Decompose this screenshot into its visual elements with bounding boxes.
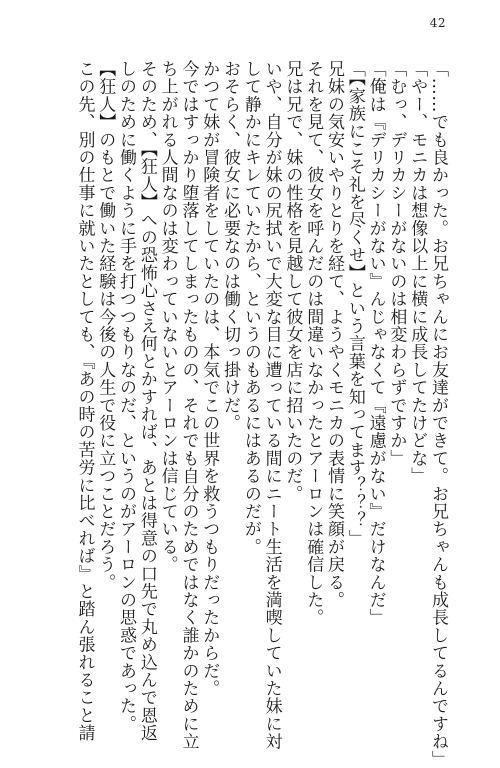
- text-line: この先、別の仕事に就いたとしても、『あの時の苦労に比べれば』と踏ん張れること請: [74, 60, 95, 742]
- text-line: しのために働くように手を打つつもりなのだ、というのがアーロンの思惑であった。: [116, 60, 137, 733]
- page-number: 42: [429, 16, 446, 30]
- text-line: して静かにキレていたから、というのもあるにはあるのだが。: [240, 60, 261, 556]
- text-line: 「やー、モニカは想像以上に横に成長してたけどな」: [407, 60, 428, 485]
- text-line: 今ではすっかり堕落してしまったものの、それでも自分のためではなく誰かのために立: [178, 60, 199, 751]
- text-line: 「……でも良かった。お兄ちゃんにお友達ができて。お兄ちゃんも成長してるんですね」: [428, 60, 448, 768]
- text-line: かつて妹が冒険者をしていたのは、本気でこの世界を救うつもりだったからだ。: [199, 60, 220, 698]
- text-line: おそらく、彼女に必要なのは働く切っ掛けだ。: [220, 60, 241, 432]
- text-line: いや、自分が妹の尻拭いで大変な目に遭っている間にニート生活を満喫していた妹に対: [261, 60, 282, 751]
- text-line: 【狂人】のもとで働いた経験は今後の人生で役に立つことだろう。: [95, 60, 116, 591]
- text-line: 「俺は『デリカシーがない』んじゃなくて『遠慮がない』だけなんだ」: [365, 60, 386, 627]
- text-line: 兄妹の気安いやりとりを経て、ようやくモニカの表情に笑顔が戻る。: [324, 60, 345, 609]
- text-line: それを見て、彼女を呼んだのは間違いなかったとアーロンは確信した。: [303, 60, 324, 627]
- text-line: そのため、【狂人】への恐怖心さえ何とかすれば、あとは得意の口先で丸め込んで恩返: [136, 60, 157, 742]
- text-line: 「むっ、デリカシーがないのは相変わらずですか」: [386, 60, 407, 468]
- text-line: 兄は兄で、妹の性格を見越して彼女を店に招いたのだ。: [282, 60, 303, 503]
- vertical-text-body: [74, 60, 448, 768]
- text-line: ち上がれる人間なのは変わっていないとアーロンは信じている。: [157, 60, 178, 574]
- text-line: 「【家族にこそ礼を尽くせ】という言葉を知ってます？？？」: [344, 60, 365, 548]
